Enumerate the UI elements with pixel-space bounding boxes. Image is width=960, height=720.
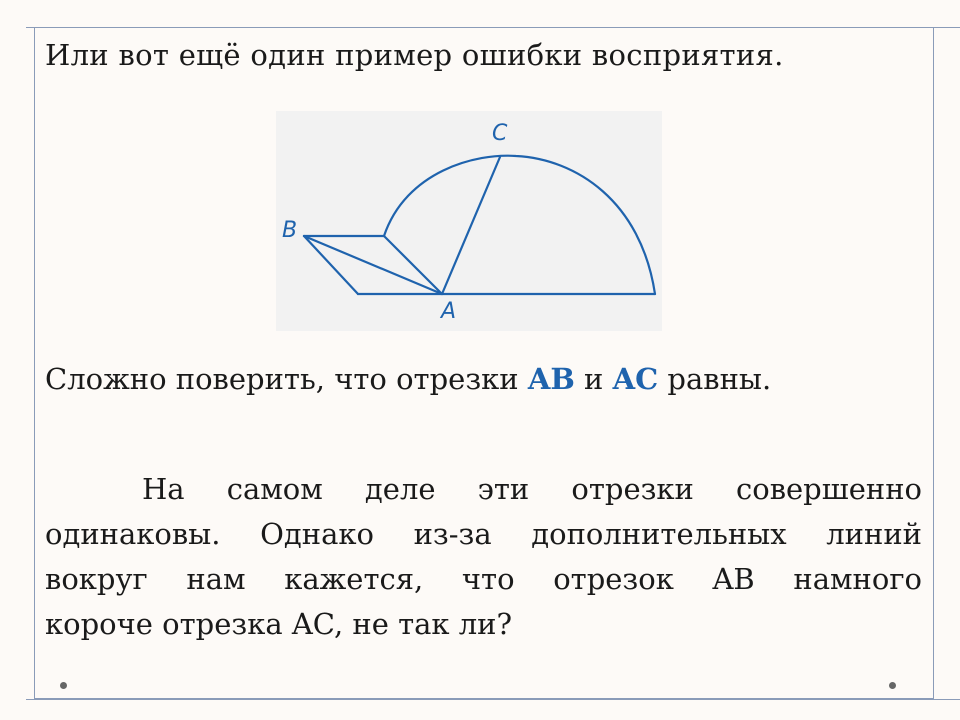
statement-suffix: равны. <box>658 362 772 396</box>
paragraph-line: короче отрезка AC, не так ли? <box>45 607 513 641</box>
statement-prefix: Сложно поверить, что отрезки <box>45 362 528 396</box>
segment-ac <box>442 157 500 294</box>
segment-ab-label: AB <box>527 362 575 396</box>
paragraph-line: На самом деле эти отрезки совершенно <box>142 472 922 506</box>
statement-middle: и <box>574 362 613 396</box>
paragraph-line: одинаковы. Однако из-за дополнительных линий <box>45 517 922 551</box>
label-c: C <box>492 121 508 146</box>
illusion-figure <box>276 111 662 331</box>
segment-ab <box>304 236 442 294</box>
illusion-diagram <box>276 111 662 331</box>
corner-dot-right <box>889 682 896 689</box>
paragraph-line: вокруг нам кажется, что отрезок AB намного <box>45 562 922 596</box>
segment-ac-label: AC <box>612 362 659 396</box>
label-a: A <box>441 299 457 324</box>
statement <box>45 362 771 396</box>
arc <box>384 156 655 294</box>
slide-heading: Или вот ещё один пример ошибки восприятия. <box>45 38 784 72</box>
arc-to-a <box>384 236 442 294</box>
corner-dot-left <box>60 682 67 689</box>
left-edge <box>304 236 358 294</box>
bottom-rule <box>26 699 960 700</box>
explanation-paragraph <box>45 467 922 647</box>
label-b: B <box>282 218 298 243</box>
